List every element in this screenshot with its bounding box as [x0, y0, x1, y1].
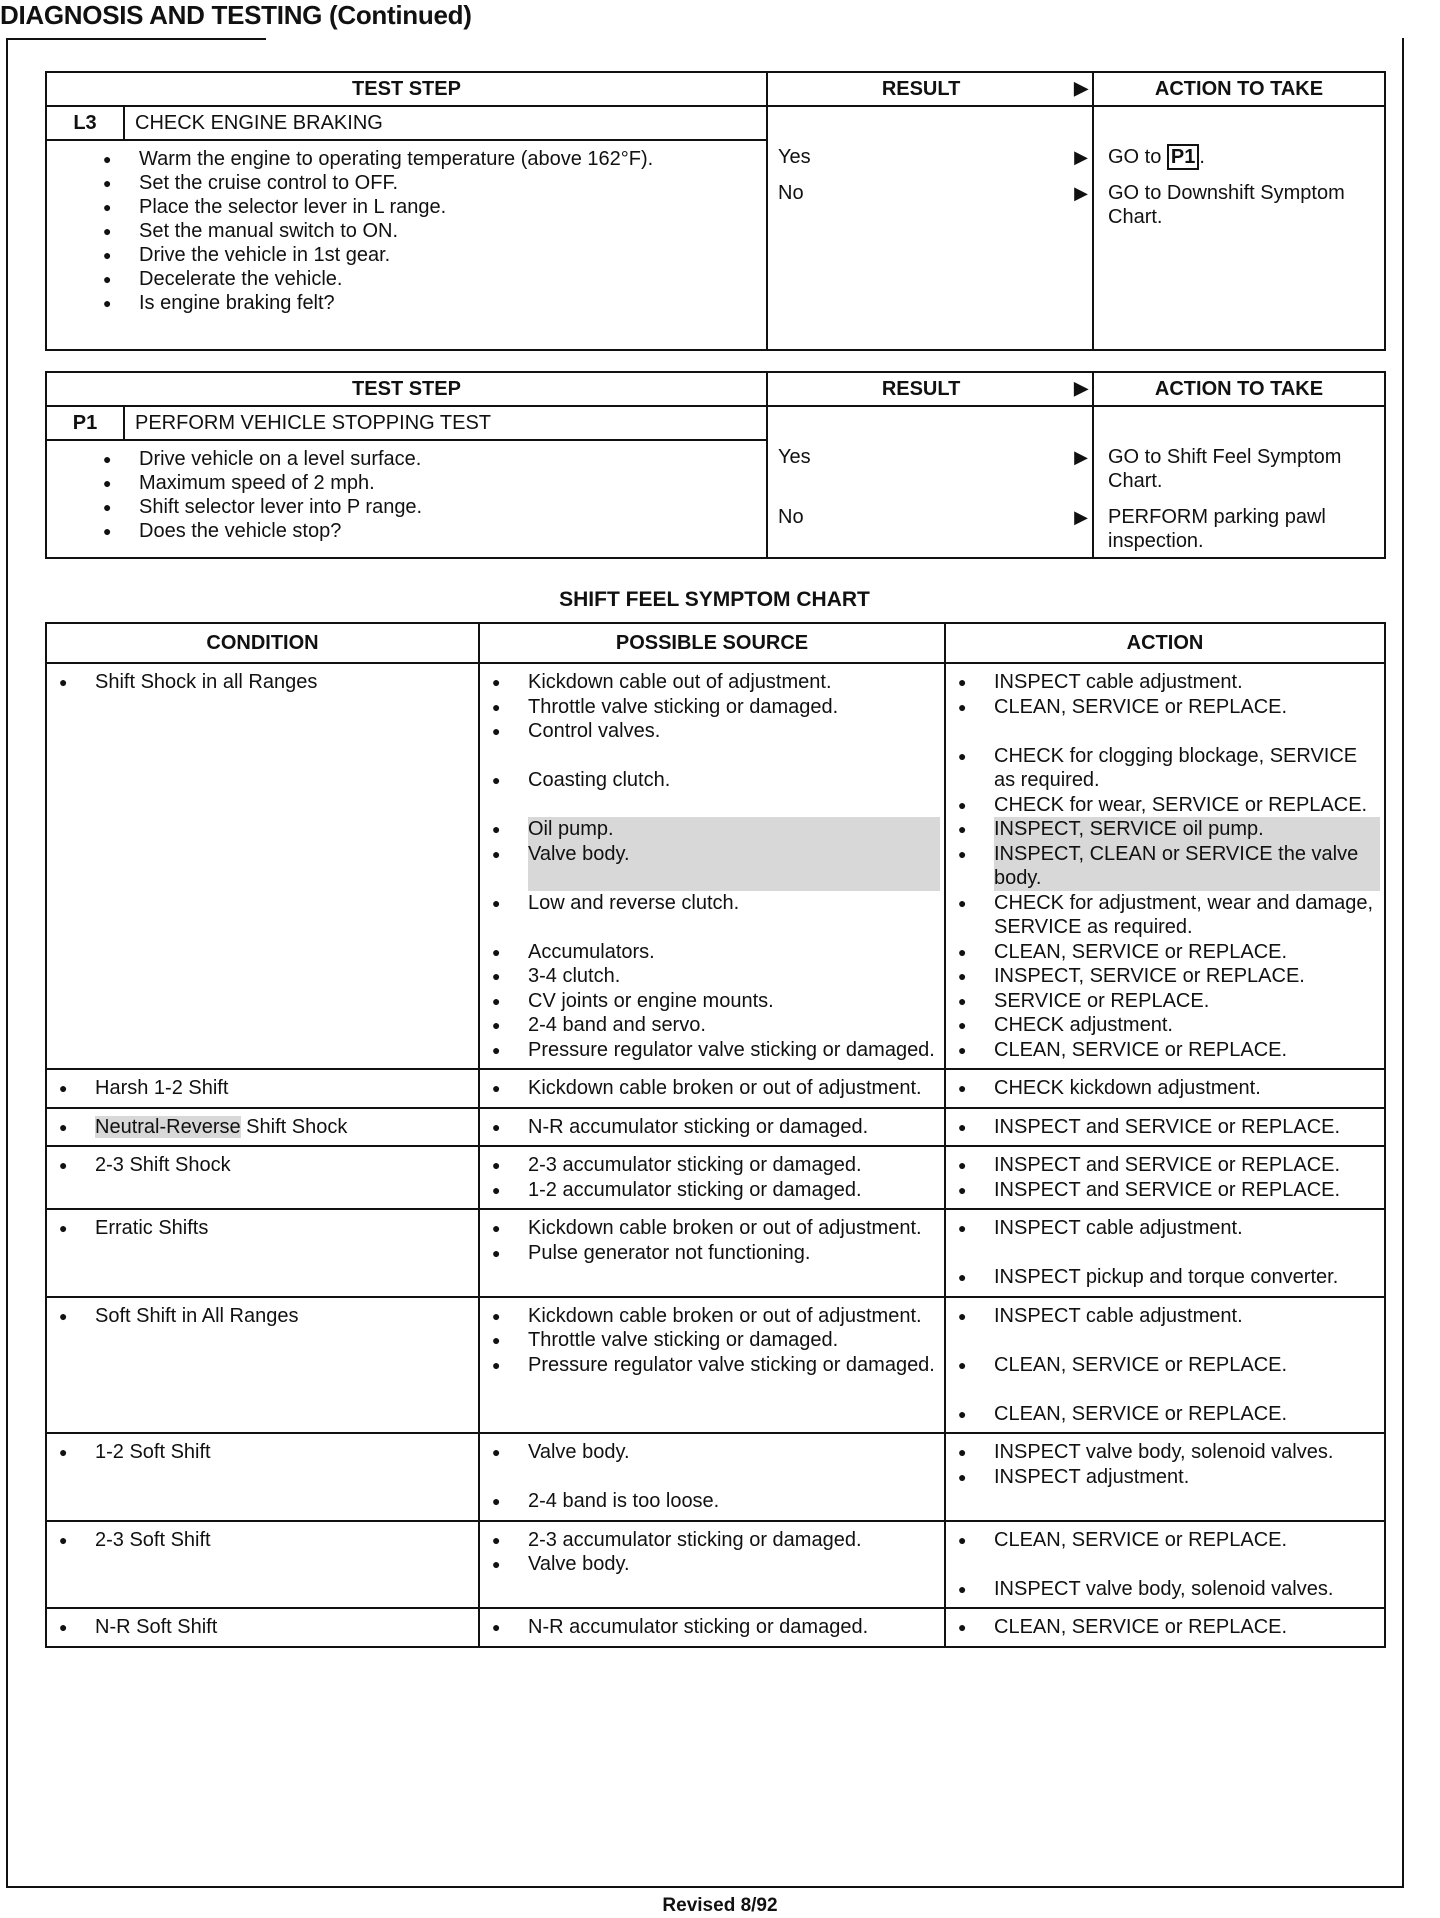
table-row: [46, 1069, 1385, 1108]
step-id: L3: [47, 107, 125, 139]
action-cell: [945, 1433, 1385, 1521]
action-cell: [945, 1069, 1385, 1108]
source-cell: [479, 1297, 945, 1434]
action-no: PERFORM parking pawl inspection.: [1108, 506, 1326, 552]
condition-text: ● 2-3 Shift Shock: [95, 1153, 474, 1178]
condition-cell: [46, 663, 479, 1069]
list-item: ● 2-3 accumulator sticking or damaged.: [528, 1153, 940, 1178]
source-header: POSSIBLE SOURCE: [479, 623, 945, 663]
action-yes: GO to Shift Feel Symptom Chart.: [1108, 446, 1342, 492]
list-item: ● Shift selector lever into P range.: [139, 495, 756, 519]
frame-top-rule: [6, 38, 266, 40]
list-item: ● INSPECT valve body, solenoid valves.: [994, 1440, 1380, 1465]
arrow-right-icon: ▶: [1074, 507, 1088, 527]
list-item: ● Throttle valve sticking or damaged.: [528, 695, 940, 720]
list-item: ● CLEAN, SERVICE or REPLACE.: [994, 1615, 1380, 1640]
list-item: ● CLEAN, SERVICE or REPLACE.: [994, 1038, 1380, 1063]
list-item: ● Valve body.: [528, 1552, 940, 1577]
list-item: ● Oil pump.: [528, 817, 940, 842]
result-no: [768, 505, 1092, 529]
source-cell: [479, 1608, 945, 1647]
table-row: [46, 663, 1385, 1069]
result-no-label: No: [778, 506, 804, 528]
action-yes-suffix: .: [1199, 146, 1205, 168]
footer-revision: Revised 8/92: [662, 1895, 778, 1916]
condition-cell: [46, 1521, 479, 1609]
action-cell: [945, 1297, 1385, 1434]
action-cell: [945, 1108, 1385, 1147]
action-cell: [945, 663, 1385, 1069]
list-item: ● Place the selector lever in L range.: [139, 195, 756, 219]
arrow-right-icon: ▶: [1074, 147, 1088, 167]
result-yes: [768, 445, 1092, 469]
condition-cell: [46, 1069, 479, 1108]
shift-feel-symptom-table: [45, 622, 1386, 1648]
condition-rest-text: Shift Shock: [240, 1115, 348, 1138]
result-yes-label: Yes: [778, 146, 811, 168]
result-cell: [767, 106, 1093, 350]
action-cell: [1093, 106, 1385, 350]
result-header: [767, 72, 1093, 106]
source-cell: [479, 1108, 945, 1147]
list-item: ● CLEAN, SERVICE or REPLACE.: [994, 1528, 1380, 1553]
list-item: ● INSPECT and SERVICE or REPLACE.: [994, 1178, 1380, 1203]
list-item: ● Valve body.: [528, 842, 940, 891]
list-item: ● CHECK for clogging blockage, SERVICE as required.: [994, 744, 1380, 793]
list-item: ● INSPECT valve body, solenoid valves.: [994, 1577, 1380, 1602]
list-item: ● Pressure regulator valve sticking or damaged.: [528, 1353, 940, 1378]
condition-cell: [46, 1433, 479, 1521]
test-step-table-l3: [45, 71, 1386, 351]
list-item: ● 2-4 band is too loose.: [528, 1489, 940, 1514]
condition-cell: [46, 1608, 479, 1647]
condition-text: ● N-R Soft Shift: [95, 1615, 474, 1640]
action-header: ACTION TO TAKE: [1093, 372, 1385, 406]
list-item: ● Drive the vehicle in 1st gear.: [139, 243, 756, 267]
list-item: ● CV joints or engine mounts.: [528, 989, 940, 1014]
list-item: ● Accumulators.: [528, 940, 940, 965]
action-cell: [945, 1608, 1385, 1647]
action-yes: [1094, 145, 1384, 169]
arrow-right-icon: ▶: [1074, 377, 1088, 398]
list-item: ● Control valves.: [528, 719, 940, 744]
list-item: ● 2-4 band and servo.: [528, 1013, 940, 1038]
step-name: CHECK ENGINE BRAKING: [135, 111, 383, 134]
condition-text: ● Soft Shift in All Ranges: [95, 1304, 474, 1329]
list-item: ● Is engine braking felt?: [139, 291, 756, 315]
step-ref-p1: P1: [1167, 144, 1199, 170]
step-name: PERFORM VEHICLE STOPPING TEST: [135, 411, 491, 434]
source-cell: [479, 1433, 945, 1521]
condition-text: ● 1-2 Soft Shift: [95, 1440, 474, 1465]
list-item: ● CHECK for wear, SERVICE or REPLACE.: [994, 793, 1380, 818]
arrow-right-icon: ▶: [1074, 447, 1088, 467]
result-cell: [767, 406, 1093, 558]
list-item: ● Kickdown cable out of adjustment.: [528, 670, 940, 695]
list-item: ● INSPECT and SERVICE or REPLACE.: [994, 1153, 1380, 1178]
condition-cell: [46, 1108, 479, 1147]
result-yes-label: Yes: [778, 446, 811, 468]
source-cell: [479, 663, 945, 1069]
table-row: [46, 1433, 1385, 1521]
list-item: ● CLEAN, SERVICE or REPLACE.: [994, 940, 1380, 965]
list-item: ● Set the manual switch to ON.: [139, 219, 756, 243]
source-cell: [479, 1521, 945, 1609]
list-item: ● INSPECT pickup and torque converter.: [994, 1265, 1380, 1290]
table-row: [46, 1521, 1385, 1609]
list-item: ● Drive vehicle on a level surface.: [139, 447, 756, 471]
list-item: ● CLEAN, SERVICE or REPLACE.: [994, 695, 1380, 720]
list-item: ● CHECK adjustment.: [994, 1013, 1380, 1038]
table-row: [46, 1608, 1385, 1647]
action-cell: [1093, 406, 1385, 558]
source-cell: [479, 1146, 945, 1209]
list-item: ● Valve body.: [528, 1440, 940, 1465]
table-row: [46, 1108, 1385, 1147]
condition-text: [95, 1115, 474, 1140]
action-cell: [945, 1521, 1385, 1609]
source-cell: [479, 1069, 945, 1108]
list-item: ● Warm the engine to operating temperature (above 162°F).: [139, 147, 756, 171]
condition-header: CONDITION: [46, 623, 479, 663]
list-item: ● Decelerate the vehicle.: [139, 267, 756, 291]
list-item: ● Maximum speed of 2 mph.: [139, 471, 756, 495]
condition-text: ● 2-3 Soft Shift: [95, 1528, 474, 1553]
table-row: [46, 1297, 1385, 1434]
step-cell: [46, 106, 767, 350]
condition-text: ● Shift Shock in all Ranges: [95, 670, 474, 695]
result-no: [768, 181, 1092, 205]
action-header: ACTION TO TAKE: [1093, 72, 1385, 106]
step-id: P1: [47, 407, 125, 439]
list-item: ● Low and reverse clutch.: [528, 891, 940, 916]
result-header-label: RESULT: [881, 377, 961, 400]
condition-text: ● Erratic Shifts: [95, 1216, 474, 1241]
list-item: ● CHECK for adjustment, wear and damage, SERVICE as required.: [994, 891, 1380, 940]
list-item: ● 1-2 accumulator sticking or damaged.: [528, 1178, 940, 1203]
action-cell: [945, 1146, 1385, 1209]
list-item: ● Pulse generator not functioning.: [528, 1241, 940, 1266]
list-item: ● INSPECT, CLEAN or SERVICE the valve body.: [994, 842, 1380, 891]
list-item: ● INSPECT cable adjustment.: [994, 1216, 1380, 1241]
list-item: ● INSPECT and SERVICE or REPLACE.: [994, 1115, 1380, 1140]
list-item: ● Throttle valve sticking or damaged.: [528, 1328, 940, 1353]
action-header: ACTION: [945, 623, 1385, 663]
action-cell: [945, 1209, 1385, 1297]
list-item: ● Kickdown cable broken or out of adjustment.: [528, 1076, 940, 1101]
list-item: ● CHECK kickdown adjustment.: [994, 1076, 1380, 1101]
source-cell: [479, 1209, 945, 1297]
action-yes-prefix: GO to: [1108, 146, 1162, 168]
chart-title: SHIFT FEEL SYMPTOM CHART: [559, 588, 870, 611]
arrow-right-icon: ▶: [1074, 183, 1088, 203]
step-cell: [46, 406, 767, 558]
page-title: DIAGNOSIS AND TESTING (Continued): [0, 0, 472, 30]
condition-cell: [46, 1209, 479, 1297]
condition-text: ● Harsh 1-2 Shift: [95, 1076, 474, 1101]
list-item: ● Coasting clutch.: [528, 768, 940, 793]
result-no-label: No: [778, 182, 804, 204]
list-item: ● Pressure regulator valve sticking or damaged.: [528, 1038, 940, 1063]
list-item: ● Does the vehicle stop?: [139, 519, 756, 543]
list-item: ● INSPECT cable adjustment.: [994, 670, 1380, 695]
list-item: ● CLEAN, SERVICE or REPLACE.: [994, 1353, 1380, 1378]
table-row: [46, 1146, 1385, 1209]
list-item: ● SERVICE or REPLACE.: [994, 989, 1380, 1014]
list-item: ● N-R accumulator sticking or damaged.: [528, 1615, 940, 1640]
result-yes: [768, 145, 1092, 169]
step-list: [47, 141, 766, 321]
list-item: ● Kickdown cable broken or out of adjustment.: [528, 1216, 940, 1241]
list-item: ● INSPECT adjustment.: [994, 1465, 1380, 1490]
list-item: ● 3-4 clutch.: [528, 964, 940, 989]
test-step-header: TEST STEP: [46, 72, 767, 106]
list-item: ● Set the cruise control to OFF.: [139, 171, 756, 195]
list-item: ● N-R accumulator sticking or damaged.: [528, 1115, 940, 1140]
action-no: GO to Downshift Symptom Chart.: [1108, 182, 1345, 228]
test-step-header: TEST STEP: [46, 372, 767, 406]
list-item: ● INSPECT, SERVICE or REPLACE.: [994, 964, 1380, 989]
list-item: ● INSPECT cable adjustment.: [994, 1304, 1380, 1329]
condition-cell: [46, 1297, 479, 1434]
list-item: ● INSPECT, SERVICE oil pump.: [994, 817, 1380, 842]
list-item: ● CLEAN, SERVICE or REPLACE.: [994, 1402, 1380, 1427]
result-header: [767, 372, 1093, 406]
result-header-label: RESULT: [881, 77, 961, 100]
list-item: ● Kickdown cable broken or out of adjustment.: [528, 1304, 940, 1329]
arrow-right-icon: ▶: [1074, 77, 1088, 98]
list-item: ● 2-3 accumulator sticking or damaged.: [528, 1528, 940, 1553]
condition-shaded-text: Neutral-Reverse: [95, 1115, 241, 1138]
step-list: [47, 441, 766, 549]
condition-cell: [46, 1146, 479, 1209]
table-row: [46, 1209, 1385, 1297]
test-step-table-p1: [45, 371, 1386, 559]
